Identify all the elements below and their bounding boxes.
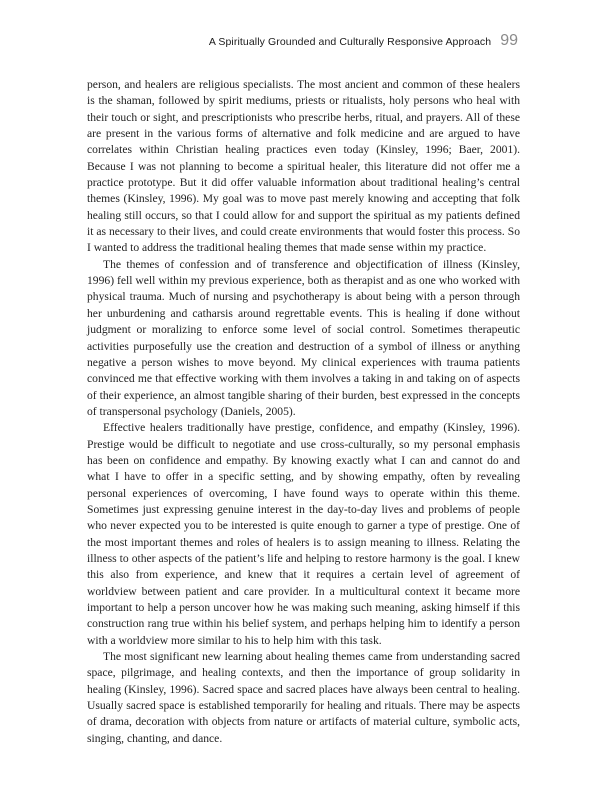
page-number: 99 [500, 32, 518, 49]
running-title: A Spiritually Grounded and Culturally Responsive Approach [208, 36, 492, 48]
body-text [87, 77, 520, 747]
paragraph: The most significant new learning about healing themes came from understanding sacred space, pilgrimage, and healing contexts, and then the importance of group solidarity in healing (Kinsley, 1996). Sacred space and sacred places have always been central to healing. Usually sacred space is established temporarily for healing and rituals. There may be aspects of drama, decoration with objects from nature or artifacts of material culture, symbolic acts, singing, chanting, and dance. [87, 650, 520, 745]
paragraph: person, and healers are religious specialists. The most ancient and common of these healers is the shaman, followed by spirit mediums, priests or ritualists, holy persons who heal with their touch or sight, and prescriptionists who prescribe herbs, ritual, and prayers. All of these are present in the various forms of alternative and folk medicine and are argued to have correlates within Christian healing practices even today (Kinsley, 1996; Baer, 2001). Because I was not planning to become a spiritual healer, this literature did not offer me a practice prototype. But it did offer valuable information about traditional healing’s central themes (Kinsley, 1996). My goal was to move past merely knowing and accepting that folk healing still occurs, so that I could allow for and support the spiritual as my patients defined it as necessary to their lives, and could create environments that would foster this process. So I wanted to address the traditional healing themes that made sense within my practice. [87, 78, 520, 255]
running-head [209, 32, 518, 50]
paragraph: The themes of confession and of transference and objectification of illness (Kinsley, 1996) fell well within my previous experience, both as therapist and as one who worked with physical trauma. Much of nursing and psychotherapy is about being with a person through her unburdening and catharsis around regrettable events. This is healing if done without judgment or moralizing to enforce some level of social control. Sometimes therapeutic activities purposefully use the creation and destruction of a symbol of illness or anything negative a person wishes to move beyond. My clinical experiences with trauma patients convinced me that effective working with them involves a taking in and taking on of aspects of their experience, an almost tangible sharing of their burden, best expressed in the concepts of transpersonal psychology (Daniels, 2005). [87, 257, 520, 418]
paragraph: Effective healers traditionally have prestige, confidence, and empathy (Kinsley, 1996). Prestige would be difficult to negotiate and use cross-culturally, so my personal emphasis has been on confidence and empathy. By knowing exactly what I can and cannot do and what I have to offer in a specific setting, and by showing empathy, often by revealing personal experiences of overcoming, I have found ways to operate within this theme. Sometimes just expressing genuine interest in the day-to-day lives and problems of people who never expected you to be interested is quite enough to garner a type of prestige. One of the most important themes and roles of healers is to assign meaning to illness. Relating the illness to other aspects of the patient’s life and helping to restore harmony is the goal. I knew this also from experience, and knew that it requires a certain level of agreement of worldview between patient and care provider. In a multicultural context it became more important to help a person uncover how he was making such meaning, asking himself if this construction rang true within his belief system, and perhaps helping him to identify a person with a worldview more similar to his to help him with this task. [87, 421, 520, 647]
